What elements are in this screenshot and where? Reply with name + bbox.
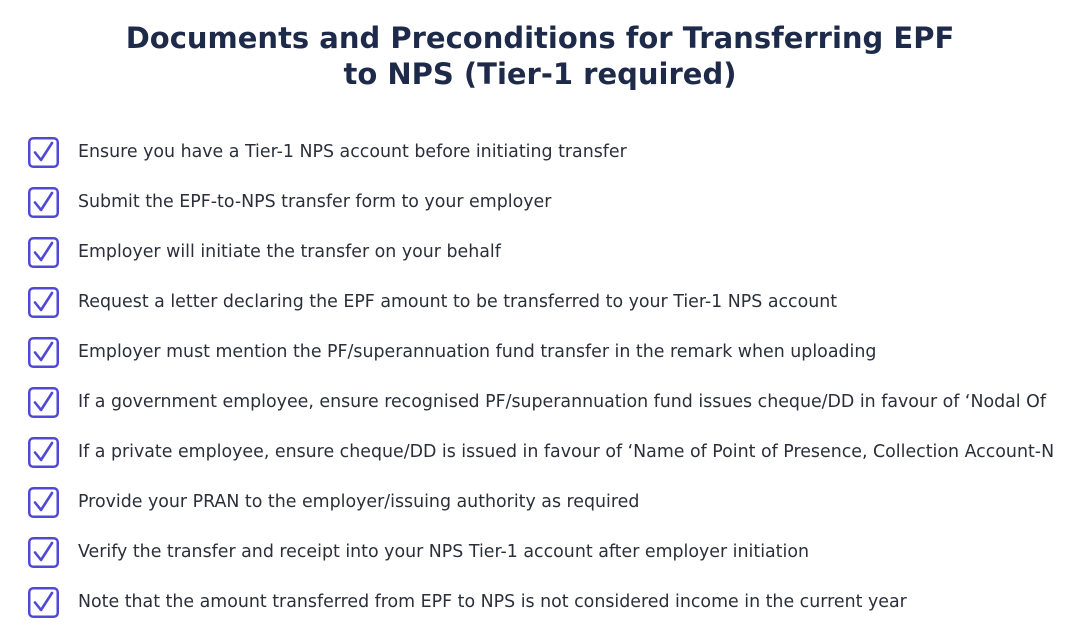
checkbox-checked-icon[interactable] xyxy=(28,387,59,418)
checklist-item-label: Employer must mention the PF/superannuation fund transfer in the remark when uploading xyxy=(78,342,877,362)
checklist-item xyxy=(28,227,1080,277)
checkbox-checked-icon[interactable] xyxy=(28,187,59,218)
checklist-item-label: Request a letter declaring the EPF amount to be transferred to your Tier-1 NPS account xyxy=(78,292,838,312)
checkbox-checked-icon[interactable] xyxy=(28,237,59,268)
checkbox-checked-icon[interactable] xyxy=(28,487,59,518)
checkbox-checked-icon[interactable] xyxy=(28,437,59,468)
checkbox-checked-icon[interactable] xyxy=(28,137,59,168)
checklist-item-label: Submit the EPF-to-NPS transfer form to your employer xyxy=(78,192,552,212)
checklist-item xyxy=(28,477,1080,527)
checklist-item xyxy=(28,427,1080,477)
checklist-item xyxy=(28,127,1080,177)
checklist-item-label: Employer will initiate the transfer on your behalf xyxy=(78,242,501,262)
checklist-item xyxy=(28,577,1080,627)
checkbox-checked-icon[interactable] xyxy=(28,587,59,618)
checklist-item xyxy=(28,277,1080,327)
checklist-item xyxy=(28,327,1080,377)
checklist-item-label: If a private employee, ensure cheque/DD is issued in favour of ‘Name of Point of Presence, Collection Account-N xyxy=(78,442,1055,462)
page-title-line-2: to NPS (Tier-1 required) xyxy=(343,57,737,91)
checklist-item xyxy=(28,527,1080,577)
checklist xyxy=(28,127,1080,627)
checklist-item-label: Provide your PRAN to the employer/issuing authority as required xyxy=(78,492,640,512)
checklist-item-label: Note that the amount transferred from EPF to NPS is not considered income in the current year xyxy=(78,592,907,612)
checklist-item-label: If a government employee, ensure recognised PF/superannuation fund issues cheque/DD in favour of ‘Nodal Of xyxy=(78,392,1046,412)
checklist-item-label: Verify the transfer and receipt into your NPS Tier-1 account after employer initiation xyxy=(78,542,809,562)
checkbox-checked-icon[interactable] xyxy=(28,537,59,568)
checklist-item xyxy=(28,177,1080,227)
checkbox-checked-icon[interactable] xyxy=(28,337,59,368)
checklist-item-label: Ensure you have a Tier-1 NPS account before initiating transfer xyxy=(78,142,627,162)
checkbox-checked-icon[interactable] xyxy=(28,287,59,318)
page-title xyxy=(60,20,1020,92)
checklist-item xyxy=(28,377,1080,427)
page-title-line-1: Documents and Preconditions for Transferring EPF xyxy=(125,21,955,55)
